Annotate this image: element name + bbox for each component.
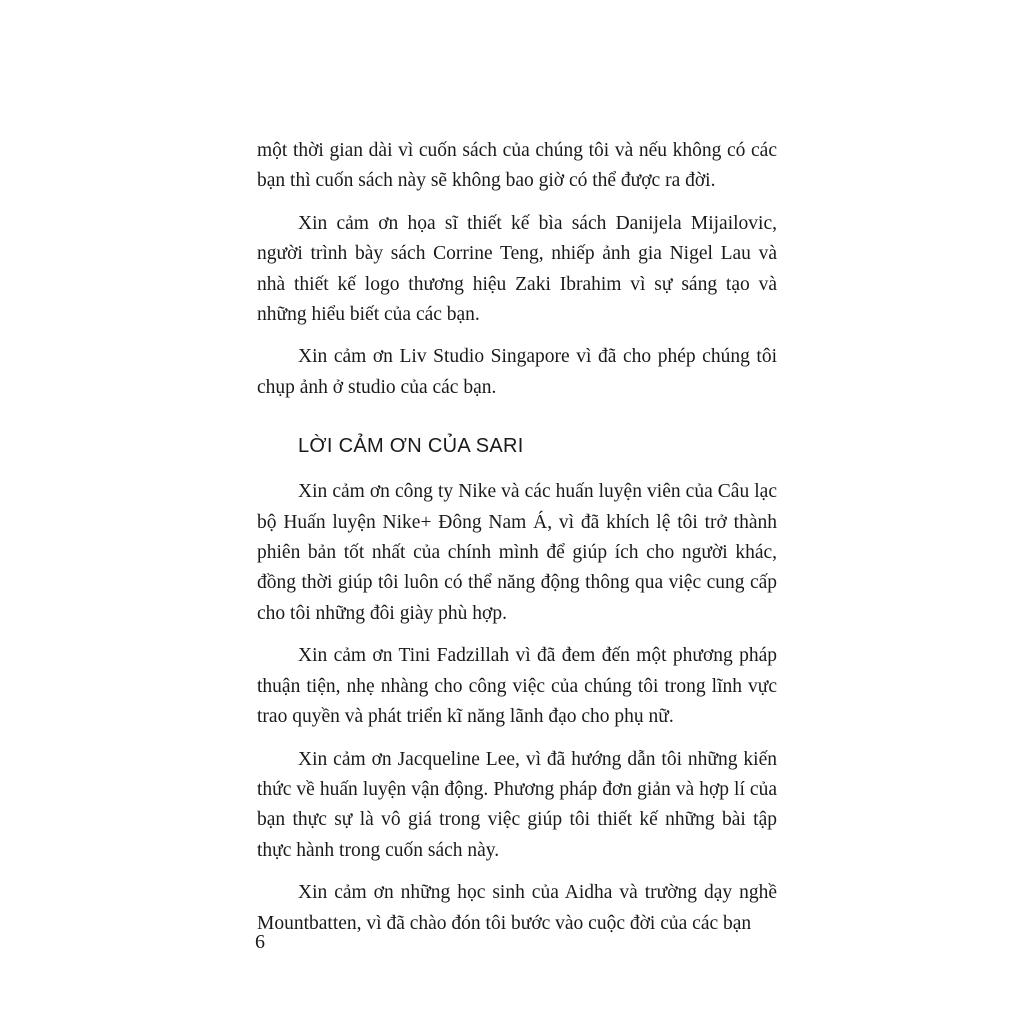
paragraph-thanks-designers: Xin cảm ơn họa sĩ thiết kế bìa sách Danijela Mijailovic, người trình bày sách Corrine Teng, nhiếp ảnh gia Nigel Lau và nhà thiết kế logo thương hiệu Zaki Ibrahim vì sự sáng tạo và những hiểu biết của các bạn. bbox=[257, 212, 777, 326]
section-heading: LỜI CẢM ƠN CỦA SARI bbox=[298, 435, 524, 458]
paragraph-thanks-nike: Xin cảm ơn công ty Nike và các huấn luyện viên của Câu lạc bộ Huấn luyện Nike+ Đông Nam Á, vì đã khích lệ tôi trở thành phiên bản tốt nhất của chính mình để giúp ích cho người khác, đồng thời giúp tôi luôn có thể năng động thông qua việc cung cấp cho tôi những đôi giày phù hợp. bbox=[257, 481, 777, 624]
paragraph-thanks-jacqueline: Xin cảm ơn Jacqueline Lee, vì đã hướng dẫn tôi những kiến thức về huấn luyện vận động. Phương pháp đơn giản và hợp lí của bạn thực sự là vô giá trong việc giúp tôi thiết kế những bài tập thực hành trong cuốn sách này. bbox=[257, 748, 777, 861]
paragraph-thanks-studio: Xin cảm ơn Liv Studio Singapore vì đã cho phép chúng tôi chụp ảnh ở studio của các bạn. bbox=[257, 346, 777, 398]
paragraph-thanks-students: Xin cảm ơn những học sinh của Aidha và trường dạy nghề Mountbatten, vì đã chào đón tôi bước vào cuộc đời của các bạn bbox=[257, 882, 777, 934]
body-text bbox=[257, 136, 777, 951]
page-number: 6 bbox=[255, 931, 265, 953]
paragraph-continued: một thời gian dài vì cuốn sách của chúng tôi và nếu không có các bạn thì cuốn sách này sẽ không bao giờ có thể được ra đời. bbox=[257, 140, 777, 192]
paragraph-thanks-tini: Xin cảm ơn Tini Fadzillah vì đã đem đến một phương pháp thuận tiện, nhẹ nhàng cho công việc của chúng tôi trong lĩnh vực trao quyền và phát triển kĩ năng lãnh đạo cho phụ nữ. bbox=[257, 645, 777, 728]
